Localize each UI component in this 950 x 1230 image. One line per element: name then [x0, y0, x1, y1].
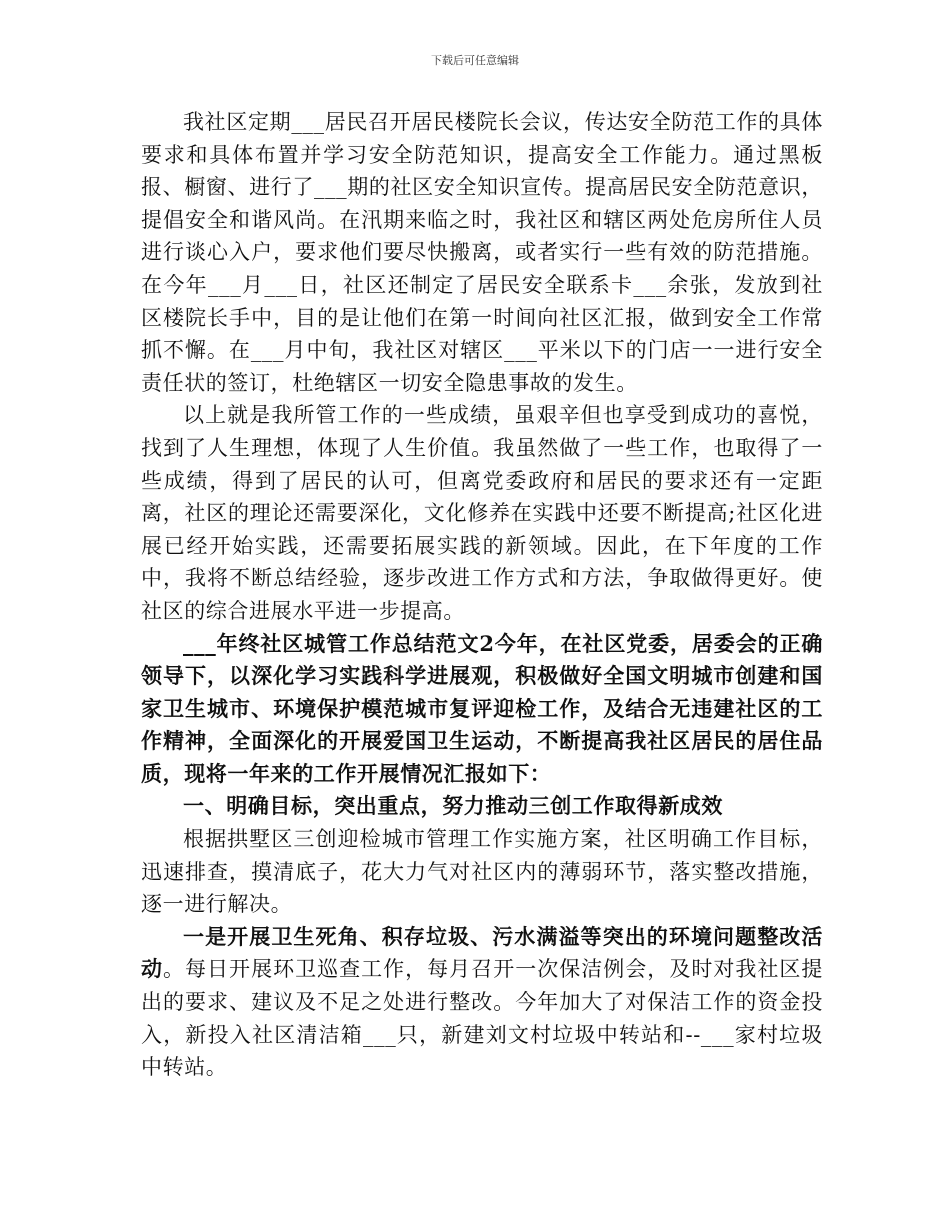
paragraph-safety-work: 我社区定期___居民召开居民楼院长会议，传达安全防范工作的具体要求和具体布置并学习安全防范知识，提高安全工作能力。通过黑板报、橱窗、进行了___期的社区安全知识宣传。提高居民安全防范意识，提倡安全和谐风尚。在汛期来临之时，我社区和辖区两处危房所住人员进行谈心入户，要求他们要尽快搬离，或者实行一些有效的防范措施。在今年___月___日，社区还制定了居民安全联系卡___余张，发放到社区楼院长手中，目的是让他们在第一时间向社区汇报，做到安全工作常抓不懈。在___月中旬，我社区对辖区___平米以下的门店一一进行安全责任状的签订，杜绝辖区一切安全隐患事故的发生。 [141, 110, 823, 395]
paragraph-report-title-intro: ___年终社区城管工作总结范文2今年，在社区党委，居委会的正确领导下，以深化学习实践科学进展观，积极做好全国文明城市创建和国家卫生城市、环境保护模范城市复评迎检工作，及结合无违建社区的工作精神，全面深化的开展爱国卫生运动，不断提高我社区居民的居住品质，现将一年来的工作开展情况汇报如下： [141, 630, 823, 786]
paragraph-targets: 根据拱墅区三创迎检城市管理工作实施方案，社区明确工作目标，迅速排查，摸清底子，花大力气对社区内的薄弱环节，落实整改措施，逐一进行解决。 [141, 827, 823, 917]
paragraph-sanitation [141, 921, 823, 1084]
page-header: 下载后可任意编辑 [431, 54, 519, 67]
paragraph-sanitation-body: 。每日开展环卫巡查工作，每月召开一次保洁例会，及时对我社区提出的要求、建议及不足之处进行整改。今年加大了对保洁工作的资金投入，新投入社区清洁箱___只，新建刘文村垃圾中转站和--___家村垃圾中转站。 [141, 957, 823, 1080]
paragraph-sanitation-lead: 一是开展卫生死角、积存垃圾、污水满溢等突出的环境问题整改活动 [141, 923, 823, 982]
paragraph-personal-summary: 以上就是我所管工作的一些成绩，虽艰辛但也享受到成功的喜悦，找到了人生理想，体现了人生价值。我虽然做了一些工作，也取得了一些成绩，得到了居民的认可，但离党委政府和居民的要求还有一定距离，社区的理论还需要深化，文化修养在实践中还要不断提高;社区化进展已经开始实践，还需要拓展实践的新领域。因此，在下年度的工作中，我将不断总结经验，逐步改进工作方式和方法，争取做得更好。使社区的综合进展水平进一步提高。 [141, 403, 823, 623]
section-heading-1: 一、明确目标，突出重点，努力推动三创工作取得新成效 [183, 793, 723, 819]
document-body [141, 106, 823, 1084]
